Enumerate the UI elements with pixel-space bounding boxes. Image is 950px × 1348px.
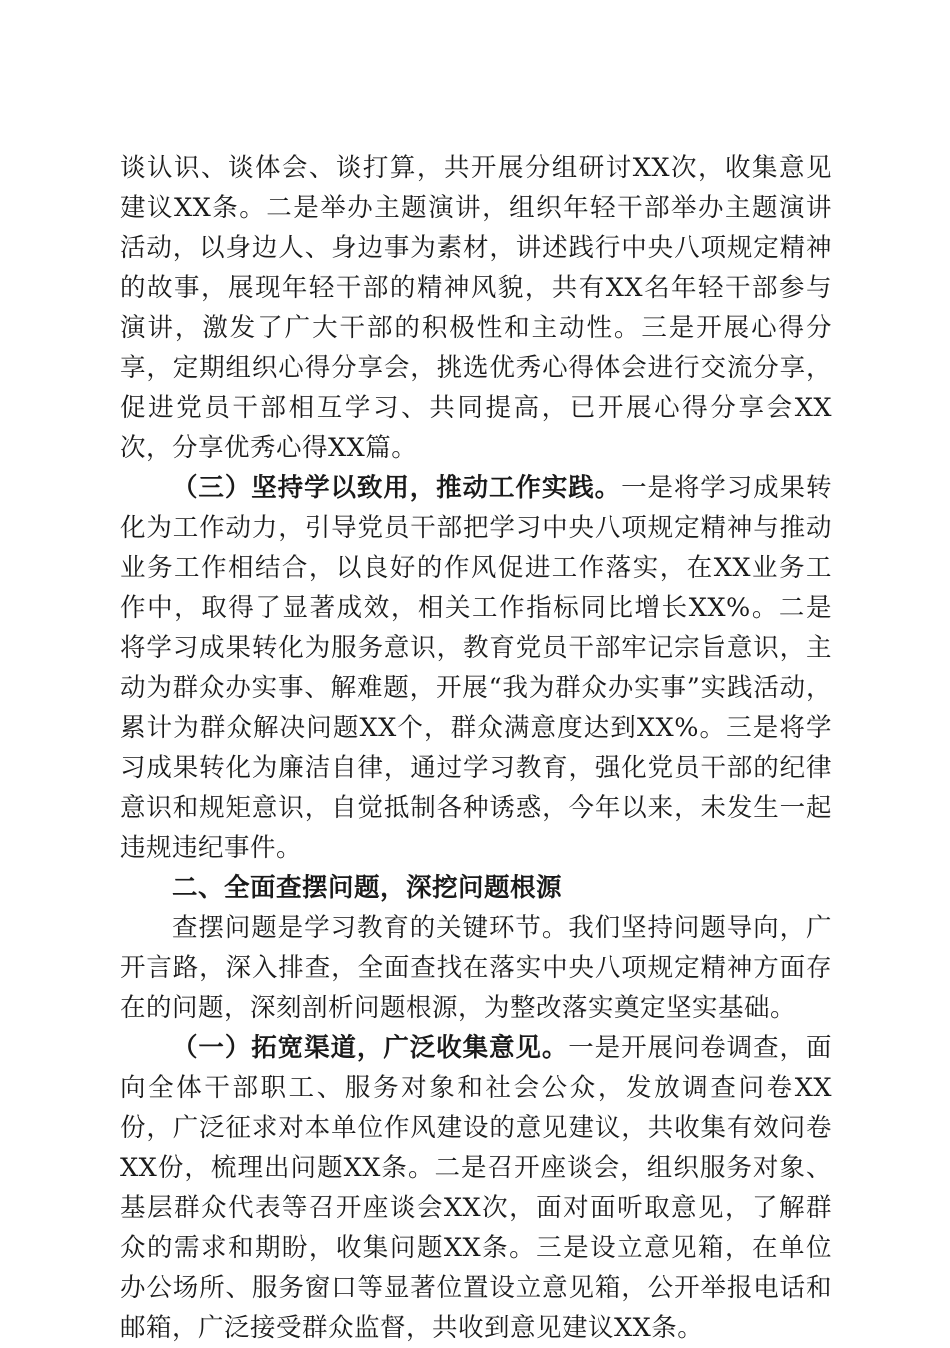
paragraph-2-body: 一是将学习成果转化为工作动力，引导党员干部把学习中央八项规定精神与推动业务工作相结合，以良好的作风促进工作落实，在XX业务工作中，取得了显著成效，相关工作指标同比增长XX%。二是将学习成果转化为服务意识，教育党员干部牢记宗旨意识，主动为群众办实事、解难题，开展“我为群众办实事”实践活动，累计为群众解决问题XX个，群众满意度达到XX%。三是将学习成果转化为廉洁自律，通过学习教育，强化党员干部的纪律意识和规矩意识，自觉抵制各种诱惑，今年以来，未发生一起违规违纪事件。 [120, 473, 832, 863]
paragraph-3: 查摆问题是学习教育的关键环节。我们坚持问题导向，广开言路，深入排查，全面查找在落实中央八项规定精神方面存在的问题，深刻剖析问题根源，为整改落实奠定坚实基础。 [120, 913, 832, 1023]
paragraph-4-body: 一是开展问卷调查，面向全体干部职工、服务对象和社会公众，发放调查问卷XX份，广泛征求对本单位作风建设的意见建议，共收集有效问卷XX份，梳理出问题XX条。二是召开座谈会，组织服务对象、基层群众代表等召开座谈会XX次，面对面听取意见，了解群众的需求和期盼，收集问题XX条。三是设立意见箱，在单位办公场所、服务窗口等显著位置设立意见箱，公开举报电话和邮箱，广泛接受群众监督，共收到意见建议XX条。 [120, 1033, 832, 1343]
paragraph-2 [120, 468, 832, 868]
subheading-1: （一）拓宽渠道，广泛收集意见。 [172, 1033, 569, 1063]
subheading-3: （三）坚持学以致用，推动工作实践。 [172, 473, 622, 503]
section-heading-2: 二、全面查摆问题，深挖问题根源 [172, 873, 563, 903]
paragraph-1: 谈认识、谈体会、谈打算，共开展分组研讨XX次，收集意见建议XX条。二是举办主题演讲，组织年轻干部举办主题演讲活动，以身边人、身边事为素材，讲述践行中央八项规定精神的故事，展现年轻干部的精神风貌，共有XX名年轻干部参与演讲，激发了广大干部的积极性和主动性。三是开展心得分享，定期组织心得分享会，挑选优秀心得体会进行交流分享，促进党员干部相互学习、共同提高，已开展心得分享会XX次，分享优秀心得XX篇。 [120, 153, 832, 463]
paragraph-4 [120, 1028, 832, 1348]
document-page [120, 148, 832, 1348]
